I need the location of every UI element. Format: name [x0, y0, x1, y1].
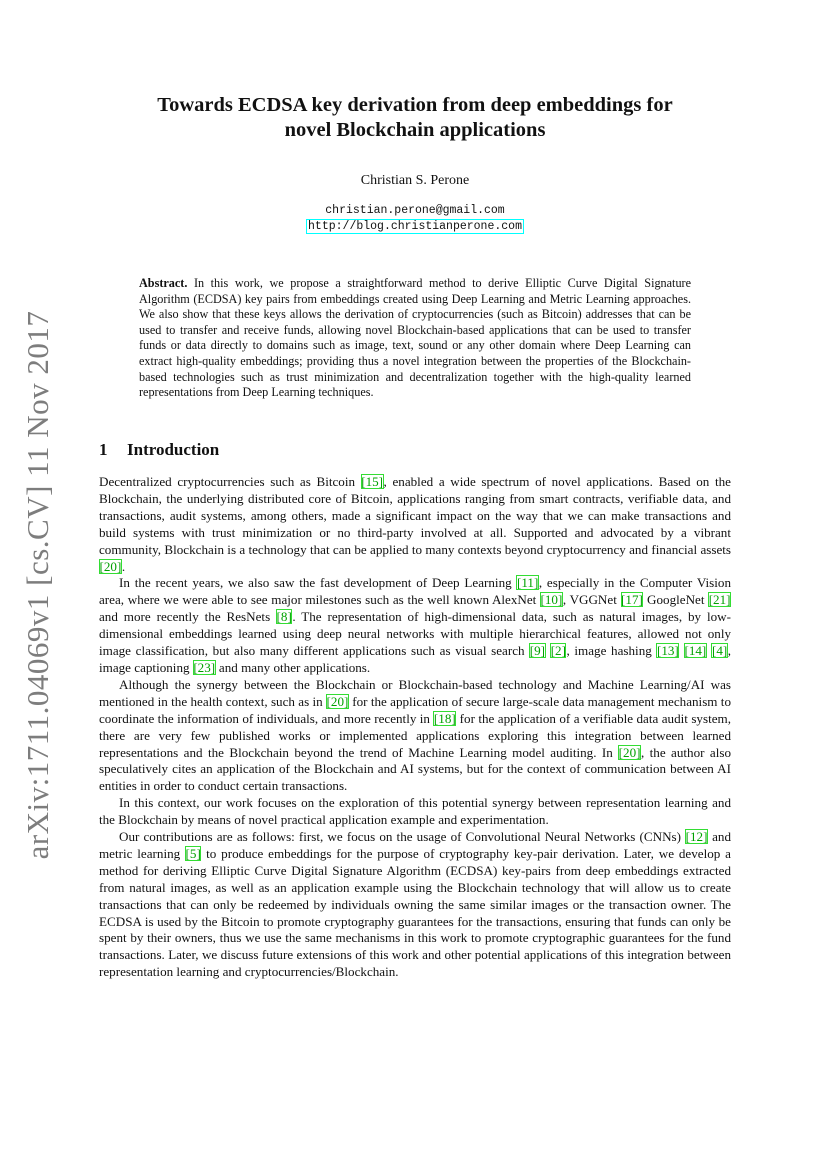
citation-link[interactable]: [13] — [656, 643, 679, 659]
citation-link[interactable]: [20] — [618, 744, 641, 760]
paragraph-text: and more recently the ResNets — [99, 609, 277, 625]
citation-link[interactable]: [11] — [516, 575, 539, 591]
section-title: Introduction — [127, 440, 220, 459]
abstract — [139, 276, 691, 401]
paragraph-text: , the author also speculatively cites an application of the Blockchain and AI systems, but for the context of communication between AI entities in order to conduct certain transactions. — [99, 744, 731, 794]
paragraph-text: In this context, our work focuses on the exploration of this potential synergy between representation learning and the Blockchain by means of novel practical application example and experimentation. — [99, 795, 731, 828]
paragraph-text: Our contributions are as follows: first, we focus on the usage of Convolutional Neural Networks (CNNs) — [119, 829, 686, 845]
citation-link[interactable]: [18] — [433, 710, 456, 726]
paragraph — [99, 677, 731, 795]
citation-link[interactable]: [9] — [529, 643, 546, 659]
paragraph-text: . The representation of high-dimensional data, such as natural images, by low-dimensional embeddings learned using deep neural networks with multiple hierarchical features, allowed not only image classification, but also many different applications such as visual search — [99, 609, 731, 659]
citation-link[interactable]: [20] — [99, 558, 122, 574]
paragraph-text: Although the synergy between the Blockchain or Blockchain-based technology and Machine Learning/AI was mentioned in the health context, such as in — [99, 676, 731, 709]
section-heading — [99, 440, 219, 460]
citation-link[interactable]: [15] — [361, 474, 384, 489]
citation-link[interactable]: [20] — [326, 693, 349, 709]
title-line-1: Towards ECDSA key derivation from deep embeddings for — [157, 94, 673, 116]
author-url-line — [100, 220, 730, 233]
paragraph-text: , image captioning — [99, 643, 732, 675]
paragraph-text: , enabled a wide spectrum of novel applications. Based on the Blockchain, the underlying distributed core of Bitcoin, applications ranging from smart contracts, verifiable data, and transactions, audit systems, among others, made a significant impact on the way that we can make transactions and build systems with trust minimization or no third-party involved at all. Supported and advocated by a vibrant community, Blockchain is a technology that can be applied to many contexts beyond cryptocurrency and financial assets — [99, 474, 731, 557]
paragraph-text: In the recent years, we also saw the fast development of Deep Learning — [119, 575, 517, 591]
abstract-label: Abstract. — [139, 276, 188, 290]
paragraph-text: . — [121, 558, 126, 574]
section-number: 1 — [99, 440, 108, 459]
citation-link[interactable]: [21] — [708, 592, 731, 608]
citation-link[interactable]: [2] — [550, 643, 566, 659]
paragraph-text: , image hashing — [566, 643, 657, 659]
paragraph-text: to produce embeddings for the purpose of cryptography key-pair derivation. Later, we develop a method for deriving Elliptic Curve Digital Signature Algorithm (ECDSA) key-pairs from deep embeddings extracted from natural images, as well as an application example using the Blockchain technology that will allow us to create transactions that can only be redeemed by individuals owning the same similar images or the transaction owner. The ECDSA is used by the Bitcoin to promote cryptography guarantees for the transactions, ensuring that funds can only be spent by their owners, thus we use the same mechanisms in this work to promote cryptographic guarantees for the fund transactions. Later, we discuss future extensions of this work and other potential applications of this integration between representation learning and cryptocurrencies/Blockchain. — [99, 845, 731, 980]
title-line-2: novel Blockchain applications — [284, 119, 546, 141]
paragraph-text: Decentralized cryptocurrencies such as Bitcoin — [99, 474, 361, 489]
author-email: christian.perone@gmail.com — [325, 204, 505, 217]
paragraph-text: and metric learning — [99, 829, 731, 861]
paragraph-text: GoogleNet — [643, 592, 709, 608]
arxiv-identifier-stamp: arXiv:1711.04069v1 [cs.CV] 11 Nov 2017 — [20, 310, 55, 860]
paragraph — [99, 575, 731, 676]
author-name: Christian S. Perone — [360, 173, 470, 188]
paragraph-text: and many other applications. — [215, 659, 371, 675]
paragraph-text: for the application of a verifiable data audit system, there are very few published works or implemented applications exploring this integration between learned representations and the Blockchain beyond the trend of Machine Learning model auditing. In — [99, 710, 731, 760]
author-url-link[interactable]: http://blog.christianperone.com — [308, 220, 522, 233]
introduction-body — [99, 474, 731, 981]
citation-link[interactable]: [23] — [193, 659, 216, 675]
citation-link[interactable]: [14] — [684, 643, 707, 659]
citation-link[interactable]: [4] — [711, 643, 728, 659]
paragraph-text: , VGGNet — [562, 592, 621, 608]
paragraph — [99, 829, 731, 981]
citation-link[interactable]: [8] — [276, 609, 292, 625]
citation-link[interactable]: [12] — [685, 829, 708, 845]
citation-link[interactable]: [10] — [540, 592, 563, 608]
paragraph — [99, 795, 731, 829]
abstract-text: In this work, we propose a straightforward method to derive Elliptic Curve Digital Signature Algorithm (ECDSA) key pairs from embeddings created using Deep Learning and Metric Learning approaches. We also show that these keys allows the derivation of cryptocurrencies (such as Bitcoin) addresses that can be used to transfer and receive funds, allowing novel Blockchain-based applications that can be used to transfer funds or data directly to domains such as image, text, sound or any other domain where Deep Learning can extract high-quality embeddings; providing thus a novel integration between the properties of the Blockchain-based technologies such as trust minimization and decentralization together with the high-quality learned representations from Deep Learning techniques. — [139, 276, 692, 400]
paragraph — [99, 474, 731, 575]
paragraph-text: for the application of secure large-scale data management mechanism to coordinate the information of individuals, and more recently in — [99, 693, 731, 726]
paragraph-text: , especially in the Computer Vision area, where we were able to see major milestones such as the well known AlexNet — [99, 575, 731, 608]
citation-link[interactable]: [5] — [185, 845, 201, 861]
paper-title — [100, 93, 730, 143]
citation-link[interactable]: [17] — [621, 592, 643, 608]
